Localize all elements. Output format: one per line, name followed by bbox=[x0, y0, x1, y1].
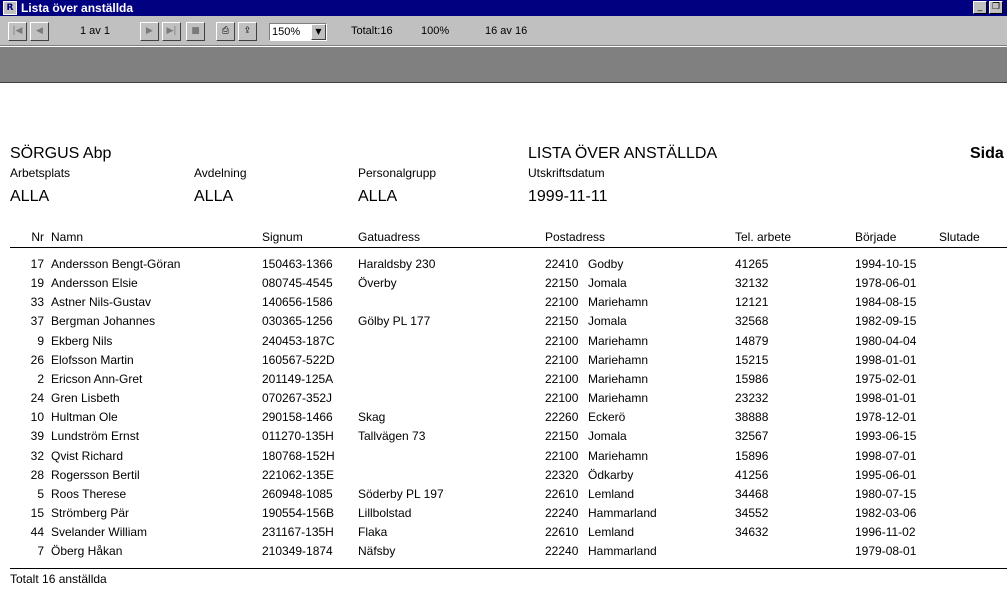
row-phone: 12121 bbox=[735, 295, 769, 310]
row-name: Svelander William bbox=[51, 525, 148, 540]
row-signum: 030365-1256 bbox=[262, 314, 333, 329]
row-start: 1980-07-15 bbox=[855, 486, 917, 501]
row-city: Ödkarby bbox=[588, 467, 634, 482]
row-zip: 22100 bbox=[545, 333, 579, 348]
row-signum: 080745-4545 bbox=[262, 276, 333, 291]
row-signum: 210349-1874 bbox=[262, 544, 333, 559]
row-signum: 160567-522D bbox=[262, 352, 335, 367]
row-start: 1975-02-01 bbox=[855, 371, 917, 386]
row-phone: 38888 bbox=[735, 410, 769, 425]
row-zip: 22610 bbox=[545, 486, 579, 501]
table-row bbox=[0, 409, 1007, 428]
col-signum: Signum bbox=[262, 230, 303, 244]
row-city: Mariehamn bbox=[588, 448, 649, 463]
row-phone: 23232 bbox=[735, 391, 769, 406]
row-start: 1998-07-01 bbox=[855, 448, 917, 463]
row-zip: 22240 bbox=[545, 505, 579, 520]
row-name: Rogersson Bertil bbox=[51, 467, 140, 482]
print-button[interactable]: ⎙ bbox=[216, 22, 235, 41]
window-title: Lista över anställda bbox=[21, 1, 134, 15]
filter-value-print-date: 1999-11-11 bbox=[528, 188, 608, 205]
row-city: Mariehamn bbox=[588, 371, 649, 386]
row-name: Strömberg Pär bbox=[51, 505, 130, 520]
row-zip: 22240 bbox=[545, 544, 579, 559]
records-count: 16 av 16 bbox=[485, 25, 528, 37]
row-nr: 39 bbox=[30, 429, 44, 444]
filter-label-print-date: Utskriftsdatum bbox=[528, 166, 605, 180]
previous-page-button[interactable]: ◀ bbox=[30, 22, 49, 41]
row-street: Lillbolstad bbox=[358, 505, 412, 520]
col-nr: Nr bbox=[31, 230, 44, 244]
row-street: Skag bbox=[358, 410, 386, 425]
row-zip: 22100 bbox=[545, 391, 579, 406]
filter-value-workplace: ALLA bbox=[10, 188, 50, 205]
filter-label-workplace: Arbetsplats bbox=[10, 166, 71, 180]
row-zip: 22320 bbox=[545, 467, 579, 482]
table-row bbox=[0, 428, 1007, 447]
table-header bbox=[0, 229, 1007, 248]
row-street: Flaka bbox=[358, 525, 388, 540]
row-street: Näfsby bbox=[358, 544, 396, 559]
row-signum: 201149-125A bbox=[262, 371, 334, 386]
filter-label-department: Avdelning bbox=[194, 166, 247, 180]
row-phone: 15215 bbox=[735, 352, 769, 367]
row-phone: 32567 bbox=[735, 429, 769, 444]
total-records: Totalt:16 bbox=[351, 25, 393, 37]
row-nr: 26 bbox=[30, 352, 44, 367]
row-city: Lemland bbox=[588, 486, 635, 501]
table-row bbox=[0, 448, 1007, 467]
row-phone: 41265 bbox=[735, 257, 769, 271]
table-row bbox=[0, 467, 1007, 486]
table-row bbox=[0, 294, 1007, 313]
col-name: Namn bbox=[51, 230, 84, 244]
table-row bbox=[0, 390, 1007, 409]
row-start: 1980-04-04 bbox=[855, 333, 917, 348]
title-bar bbox=[0, 0, 1007, 16]
row-zip: 22150 bbox=[545, 314, 579, 329]
col-postal: Postadress bbox=[545, 230, 606, 244]
row-start: 1978-06-01 bbox=[855, 276, 917, 291]
row-signum: 260948-1085 bbox=[262, 486, 333, 501]
row-city: Eckerö bbox=[588, 410, 626, 425]
report-page bbox=[0, 84, 1007, 602]
row-nr: 24 bbox=[30, 391, 44, 406]
row-zip: 22100 bbox=[545, 371, 579, 386]
row-signum: 070267-352J bbox=[262, 391, 333, 406]
row-city: Mariehamn bbox=[588, 352, 649, 367]
row-name: Lundström Ernst bbox=[51, 429, 140, 444]
filter-value-staffgroup: ALLA bbox=[358, 188, 398, 205]
row-city: Mariehamn bbox=[588, 391, 649, 406]
page-indicator: 1 av 1 bbox=[80, 25, 110, 37]
row-phone: 34632 bbox=[735, 525, 769, 540]
col-start: Började bbox=[855, 230, 897, 244]
report-header-band bbox=[0, 47, 1007, 83]
row-start: 1984-08-15 bbox=[855, 295, 917, 310]
row-signum: 240453-187C bbox=[262, 333, 335, 348]
restore-button[interactable]: ❐ bbox=[989, 1, 1003, 14]
toolbar bbox=[0, 16, 1007, 46]
row-street: Överby bbox=[358, 276, 397, 291]
row-start: 1982-09-15 bbox=[855, 314, 917, 329]
row-phone: 32568 bbox=[735, 314, 769, 329]
row-signum: 140656-1586 bbox=[262, 295, 333, 310]
next-page-button[interactable]: ▶ bbox=[140, 22, 159, 41]
row-name: Astner Nils-Gustav bbox=[51, 295, 152, 310]
row-signum: 221062-135E bbox=[262, 467, 335, 482]
row-nr: 37 bbox=[30, 314, 44, 329]
row-start: 1982-03-06 bbox=[855, 505, 917, 520]
row-start: 1993-06-15 bbox=[855, 429, 917, 444]
row-start: 1995-06-01 bbox=[855, 467, 917, 482]
row-signum: 180768-152H bbox=[262, 448, 335, 463]
footer-divider bbox=[10, 568, 1007, 569]
row-nr: 19 bbox=[30, 276, 44, 291]
row-city: Mariehamn bbox=[588, 333, 649, 348]
row-name: Bergman Johannes bbox=[51, 314, 156, 329]
row-phone: 41256 bbox=[735, 467, 769, 482]
row-phone: 34552 bbox=[735, 505, 769, 520]
stop-button[interactable]: ■ bbox=[186, 22, 205, 41]
row-nr: 17 bbox=[30, 257, 44, 271]
row-city: Jomala bbox=[588, 429, 627, 444]
row-nr: 28 bbox=[30, 467, 44, 482]
table-row bbox=[0, 543, 1007, 562]
row-zip: 22100 bbox=[545, 352, 579, 367]
row-start: 1979-08-01 bbox=[855, 544, 917, 559]
row-signum: 190554-156B bbox=[262, 505, 335, 520]
row-nr: 10 bbox=[30, 410, 44, 425]
row-zip: 22150 bbox=[545, 276, 579, 291]
chevron-down-icon[interactable]: ▼ bbox=[311, 24, 326, 40]
row-start: 1996-11-02 bbox=[855, 525, 916, 540]
row-zip: 22100 bbox=[545, 295, 579, 310]
table-row bbox=[0, 486, 1007, 505]
report-title: LISTA ÖVER ANSTÄLLDA bbox=[528, 145, 718, 162]
row-name: Elofsson Martin bbox=[51, 352, 134, 367]
row-name: Ekberg Nils bbox=[51, 333, 113, 348]
row-nr: 5 bbox=[37, 486, 44, 501]
zoom-value: 150% bbox=[272, 26, 301, 38]
row-phone: 32132 bbox=[735, 276, 769, 291]
row-nr: 7 bbox=[37, 544, 44, 559]
page-label: Sida bbox=[970, 145, 1004, 162]
row-nr: 44 bbox=[30, 525, 44, 540]
row-nr: 9 bbox=[37, 333, 44, 348]
table-row bbox=[0, 313, 1007, 332]
row-phone: 15896 bbox=[735, 448, 769, 463]
row-street: Haraldsby 230 bbox=[358, 257, 436, 271]
row-city: Godby bbox=[588, 257, 624, 271]
row-name: Gren Lisbeth bbox=[51, 391, 120, 406]
row-name: Hultman Ole bbox=[51, 410, 118, 425]
row-street: Söderby PL 197 bbox=[358, 486, 444, 501]
table-row bbox=[0, 371, 1007, 390]
col-street: Gatuadress bbox=[358, 230, 421, 244]
filter-label-staffgroup: Personalgrupp bbox=[358, 166, 437, 180]
company-name: SÖRGUS Abp bbox=[10, 145, 112, 162]
row-city: Jomala bbox=[588, 314, 627, 329]
zoom-select[interactable] bbox=[269, 23, 327, 41]
row-name: Roos Therese bbox=[51, 486, 127, 501]
row-signum: 231167-135H bbox=[262, 525, 334, 540]
row-signum: 150463-1366 bbox=[262, 257, 333, 271]
row-city: Hammarland bbox=[588, 544, 657, 559]
table-row bbox=[0, 333, 1007, 352]
table-row bbox=[0, 524, 1007, 543]
row-start: 1978-12-01 bbox=[855, 410, 917, 425]
row-phone: 15986 bbox=[735, 371, 769, 386]
row-name: Qvist Richard bbox=[51, 448, 124, 463]
table-row bbox=[0, 505, 1007, 524]
row-zip: 22610 bbox=[545, 525, 579, 540]
row-start: 1998-01-01 bbox=[855, 391, 917, 406]
first-page-button[interactable]: |◀ bbox=[8, 22, 27, 41]
row-zip: 22100 bbox=[545, 448, 579, 463]
row-nr: 32 bbox=[30, 448, 44, 463]
col-phone: Tel. arbete bbox=[735, 230, 792, 244]
row-zip: 22150 bbox=[545, 429, 579, 444]
table-row bbox=[0, 275, 1007, 294]
row-nr: 33 bbox=[30, 295, 44, 310]
row-street: Gölby PL 177 bbox=[358, 314, 431, 329]
row-phone: 34468 bbox=[735, 486, 769, 501]
filter-value-department: ALLA bbox=[194, 188, 234, 205]
row-signum: 011270-135H bbox=[262, 429, 334, 444]
row-city: Jomala bbox=[588, 276, 627, 291]
report-viewer-icon[interactable]: R bbox=[3, 1, 17, 15]
header-divider bbox=[10, 247, 1007, 248]
progress-percent: 100% bbox=[421, 25, 450, 37]
row-nr: 2 bbox=[37, 371, 44, 386]
export-button[interactable]: ⇪ bbox=[238, 22, 257, 41]
col-end: Slutade bbox=[939, 230, 980, 244]
footer-total: Totalt 16 anställda bbox=[10, 572, 107, 586]
row-start: 1998-01-01 bbox=[855, 352, 917, 367]
row-street: Tallvägen 73 bbox=[358, 429, 426, 444]
row-signum: 290158-1466 bbox=[262, 410, 333, 425]
row-zip: 22260 bbox=[545, 410, 579, 425]
row-nr: 15 bbox=[30, 505, 44, 520]
last-page-button[interactable]: ▶| bbox=[162, 22, 181, 41]
row-city: Hammarland bbox=[588, 505, 657, 520]
row-zip: 22410 bbox=[545, 257, 579, 271]
row-name: Andersson Bengt-Göran bbox=[51, 257, 181, 271]
minimize-button[interactable]: _ bbox=[973, 1, 987, 14]
table-row bbox=[0, 352, 1007, 371]
row-name: Ericson Ann-Gret bbox=[51, 371, 143, 386]
row-city: Lemland bbox=[588, 525, 635, 540]
row-name: Andersson Elsie bbox=[51, 276, 138, 291]
row-name: Öberg Håkan bbox=[51, 544, 123, 559]
row-phone: 14879 bbox=[735, 333, 769, 348]
row-start: 1994-10-15 bbox=[855, 257, 917, 271]
row-city: Mariehamn bbox=[588, 295, 649, 310]
table-row bbox=[0, 256, 1007, 275]
